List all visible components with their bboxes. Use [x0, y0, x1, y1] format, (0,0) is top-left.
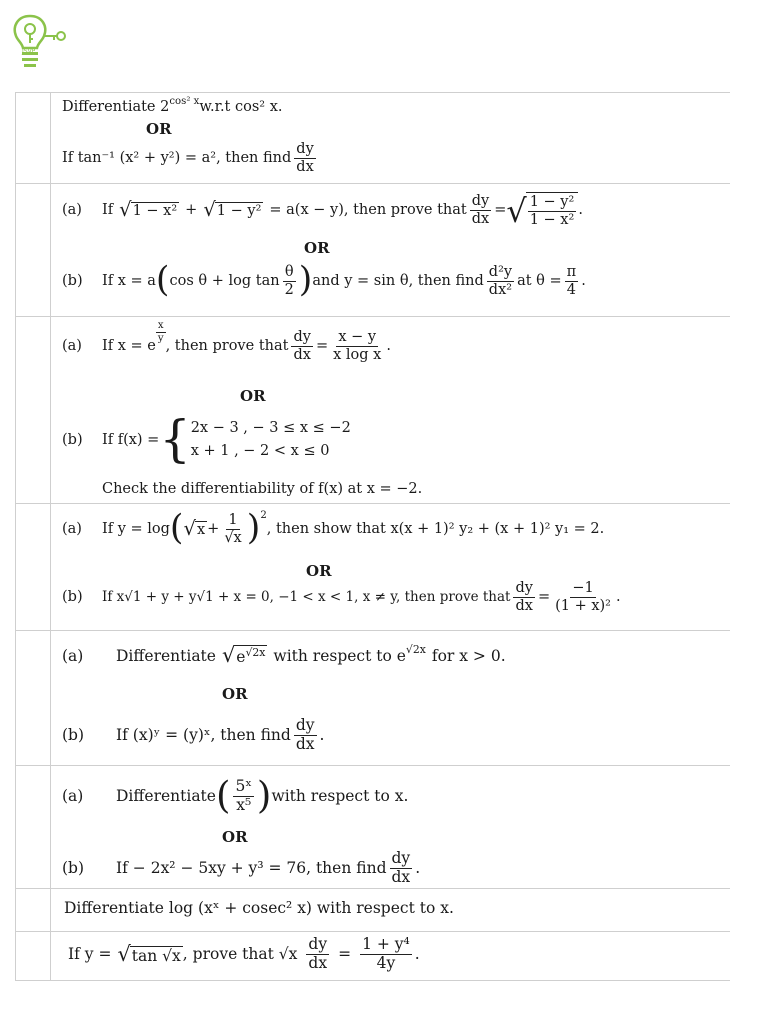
q5a-line: (a) Differentiate √ $e^{√2x}$ with respect to e $^{√2x}$ for x > 0.: [62, 643, 506, 668]
or-label: OR: [146, 120, 172, 138]
question-row-6: [16, 765, 730, 888]
q6b-line: (b) If − 2x² − 5xy + y³ = 76, then find $\frac{dy}{dx}$ .: [62, 849, 421, 886]
or-label: OR: [222, 828, 248, 846]
q6a-line: (a) Differentiate ( $\frac{\text{5ˣ}}{\text{x⁵}}$ ) with respect to x.: [62, 773, 409, 818]
or-label: OR: [304, 239, 330, 257]
q7-line: Differentiate log (xˣ + cosec² x) with respect to x.: [64, 899, 454, 917]
question-row-5: [16, 630, 730, 765]
question-row-3: [16, 316, 730, 503]
lightbulb-key-icon: [10, 12, 74, 72]
or-label: OR: [222, 685, 248, 703]
jsvp-logo: [10, 12, 74, 72]
q1-line-2: If tan⁻¹ (x² + y²) = a², then find $\frac{dy}{dx}$: [62, 141, 314, 175]
q3b-line: (b) If f(x) = { 2x − 3 , − 3 ≤ x ≤ −2 x + 1 , − 2 < x ≤ 0: [62, 410, 351, 469]
question-table: [15, 92, 730, 981]
q8-line: If y = √ tan √x , prove that √x $\frac{dy}{dx}$ = $\frac{\text{1 + y⁴}}{4y}$ .: [68, 935, 420, 972]
question-row-8: [16, 931, 730, 980]
or-label: OR: [306, 562, 332, 580]
q4a-line: (a) If y = log ( √ x + $\frac{1}{√x}$ ) $^2$ , then show that x(x + 1)² y₂ + (x + 1)² y₁ = 2.: [62, 508, 605, 549]
q5b-line: (b) If (x)ʸ = (y)ˣ, then find $\frac{dy}{dx}$ .: [62, 716, 325, 753]
question-row-2: [16, 183, 730, 316]
q4b-line: (b) If x√1 + y + y√1 + x = 0, −1 < x < 1, x ≠ y, then prove that $\frac{dy}{dx}$ = $\frac{-1}{\text{(1 + x)²}}$ .: [62, 580, 621, 614]
q3b-check: Check the differentiability of f(x) at x = −2.: [102, 481, 423, 497]
question-row-1: [16, 93, 730, 183]
question-row-7: [16, 888, 730, 931]
q3a-line: (a) If x = e $\frac{x}{y}$ , then prove that $\frac{dy}{dx}$ = $\frac{x - y}{\text{x log x}}$ .: [62, 320, 391, 363]
logo-text: JSVP: [22, 48, 36, 55]
q2b-line: (b) If x = a ( cos θ + log tan $\frac{\theta}{2}$ ) and y = sin θ, then find $\frac{\text{d²y}}{\text{dx²}}$ at θ = $\frac{\pi}{4}$ .: [62, 260, 586, 301]
q2a-line: (a) If √ 1 − x² + √ 1 − y² = a(x − y), then prove that $\frac{dy}{dx}$ = √ $\frac{\text{1 − y²}}{\text{1 − x²}}$ .: [62, 192, 583, 231]
q1-line-1: Differentiate 2 $^{cos^2 x}$ w.r.t cos² x.: [62, 95, 283, 115]
question-row-4: [16, 503, 730, 630]
or-label: OR: [240, 387, 266, 405]
